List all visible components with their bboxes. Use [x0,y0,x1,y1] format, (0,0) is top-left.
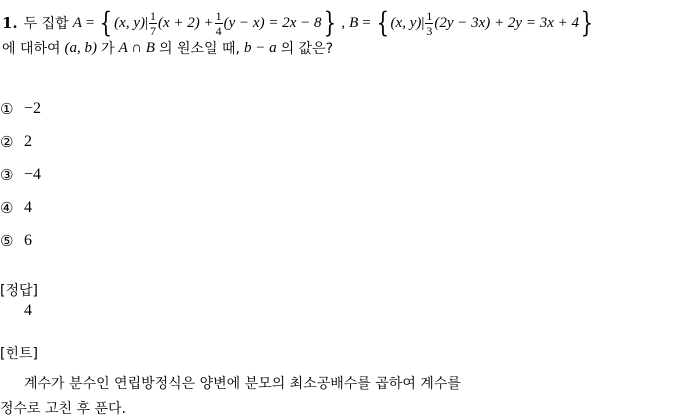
choice-3-value: −4 [24,166,42,183]
choice-3[interactable] [0,164,41,186]
set-b-label: B [349,14,359,31]
set-b-fraction-1-denominator: 3 [426,23,433,38]
set-a-label: A [72,14,82,31]
question-pair-ab: (a, b) [64,39,98,56]
set-b-fraction-1 [425,10,433,37]
set-b-bar: | [421,14,425,31]
set-a-open-brace: { [100,6,113,39]
hint-label: [힌트] [0,346,38,362]
question-line-1 [2,6,595,40]
choice-3-mark: ③ [0,166,14,184]
set-b-term-1: (2y − 3x) + 2y = 3x + 4 [434,14,579,31]
set-a-fraction-1-denominator: 7 [150,23,156,38]
question-line2-text-a: 에 대하여 [2,41,61,57]
set-a-fraction-1-numerator: 1 [150,8,156,23]
choice-2-value: 2 [24,133,32,150]
set-a-fraction-2 [215,10,223,37]
set-b-equals: = [362,14,371,31]
set-a-equals: = [85,14,95,31]
choice-1-mark: ① [0,100,14,118]
set-a-term-2: (y − x) = 2x − 8 [223,14,322,31]
question-intersection: A ∩ B [118,39,155,56]
choice-2-mark: ② [0,133,14,151]
set-b-fraction-1-numerator: 1 [426,8,433,23]
set-a-fraction-2-numerator: 1 [215,8,222,23]
question-line2-text-d: 의 값은? [280,41,334,57]
set-separator-comma: , [341,14,346,31]
choice-4-mark: ④ [0,199,14,217]
choice-4[interactable] [0,197,32,219]
question-number: 1. [2,14,18,32]
set-a-bar: | [144,14,148,31]
choice-5[interactable] [0,230,32,252]
choice-2[interactable] [0,131,32,153]
choice-5-value: 6 [24,232,32,249]
set-b-pair: (x, y) [390,14,422,31]
set-b-close-brace: } [580,6,594,39]
hint-line-1: 계수가 분수인 연립방정식은 양변에 분모의 최소공배수를 곱하여 계수를 [24,376,461,392]
hint-line-2: 정수로 고친 후 푼다. [0,401,126,417]
answer-value: 4 [24,302,32,319]
choice-1[interactable] [0,98,41,120]
question-expression: b − a [243,39,277,56]
question-line2-text-c: 의 원소일 때, [158,41,240,57]
set-a-pair: (x, y) [114,14,145,31]
set-a-fraction-1 [149,10,157,37]
set-a-fraction-2-denominator: 4 [215,23,222,38]
choice-4-value: 4 [24,199,32,216]
answer-label: [정답] [0,283,38,299]
question-line-2 [2,38,333,58]
choice-5-mark: ⑤ [0,232,14,250]
question-line2-text-b: 가 [101,41,115,57]
set-b-open-brace: { [376,6,389,39]
choice-1-value: −2 [24,100,42,117]
question-intro: 두 집합 [23,16,69,32]
set-a-close-brace: } [323,6,336,39]
set-a-term-1: (x + 2) + [158,14,214,31]
